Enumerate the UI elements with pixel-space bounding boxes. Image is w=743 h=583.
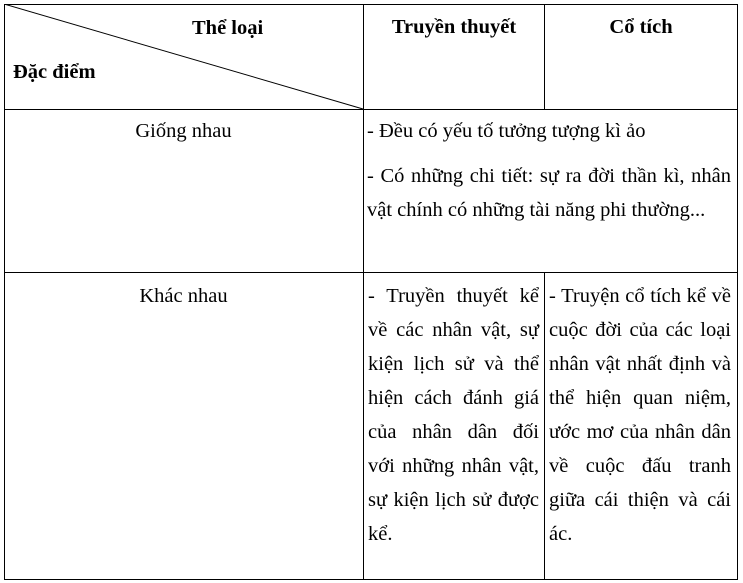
column-header-fairytale: Cổ tích [609, 16, 673, 38]
body-column-divider [544, 272, 545, 580]
corner-label-type: Thể loại [192, 17, 264, 39]
fairytale-difference-text: - Truyện cổ tích kể về cuộc đời của các loại nhân vật nhất định và thể hiện quan niệm, ước mơ của nhân dân về cuộc đấu tranh giữa cái thiện và cái ác. [549, 285, 731, 545]
comparison-table [4, 4, 738, 580]
row-label-similar: Giống nhau [135, 120, 232, 142]
similar-point-2: - Có những chi tiết: sự ra đời thần kì, nhân vật chính có những tài năng phi thường... [367, 165, 731, 221]
corner-label-feature: Đặc điểm [13, 61, 96, 83]
row-divider [4, 272, 738, 273]
similar-point-1: - Đều có yếu tố tưởng tượng kì ảo [367, 120, 646, 142]
legend-difference-text: - Truyền thuyết kể về các nhân vật, sự kiện lịch sử và thể hiện cách đánh giá của nhân dân đối với những nhân vật, sự kiện lịch sử được kể. [368, 285, 539, 545]
table-border-bottom [4, 579, 738, 580]
row-label-different: Khác nhau [139, 285, 228, 307]
column-header-legend: Truyền thuyết [391, 16, 517, 38]
